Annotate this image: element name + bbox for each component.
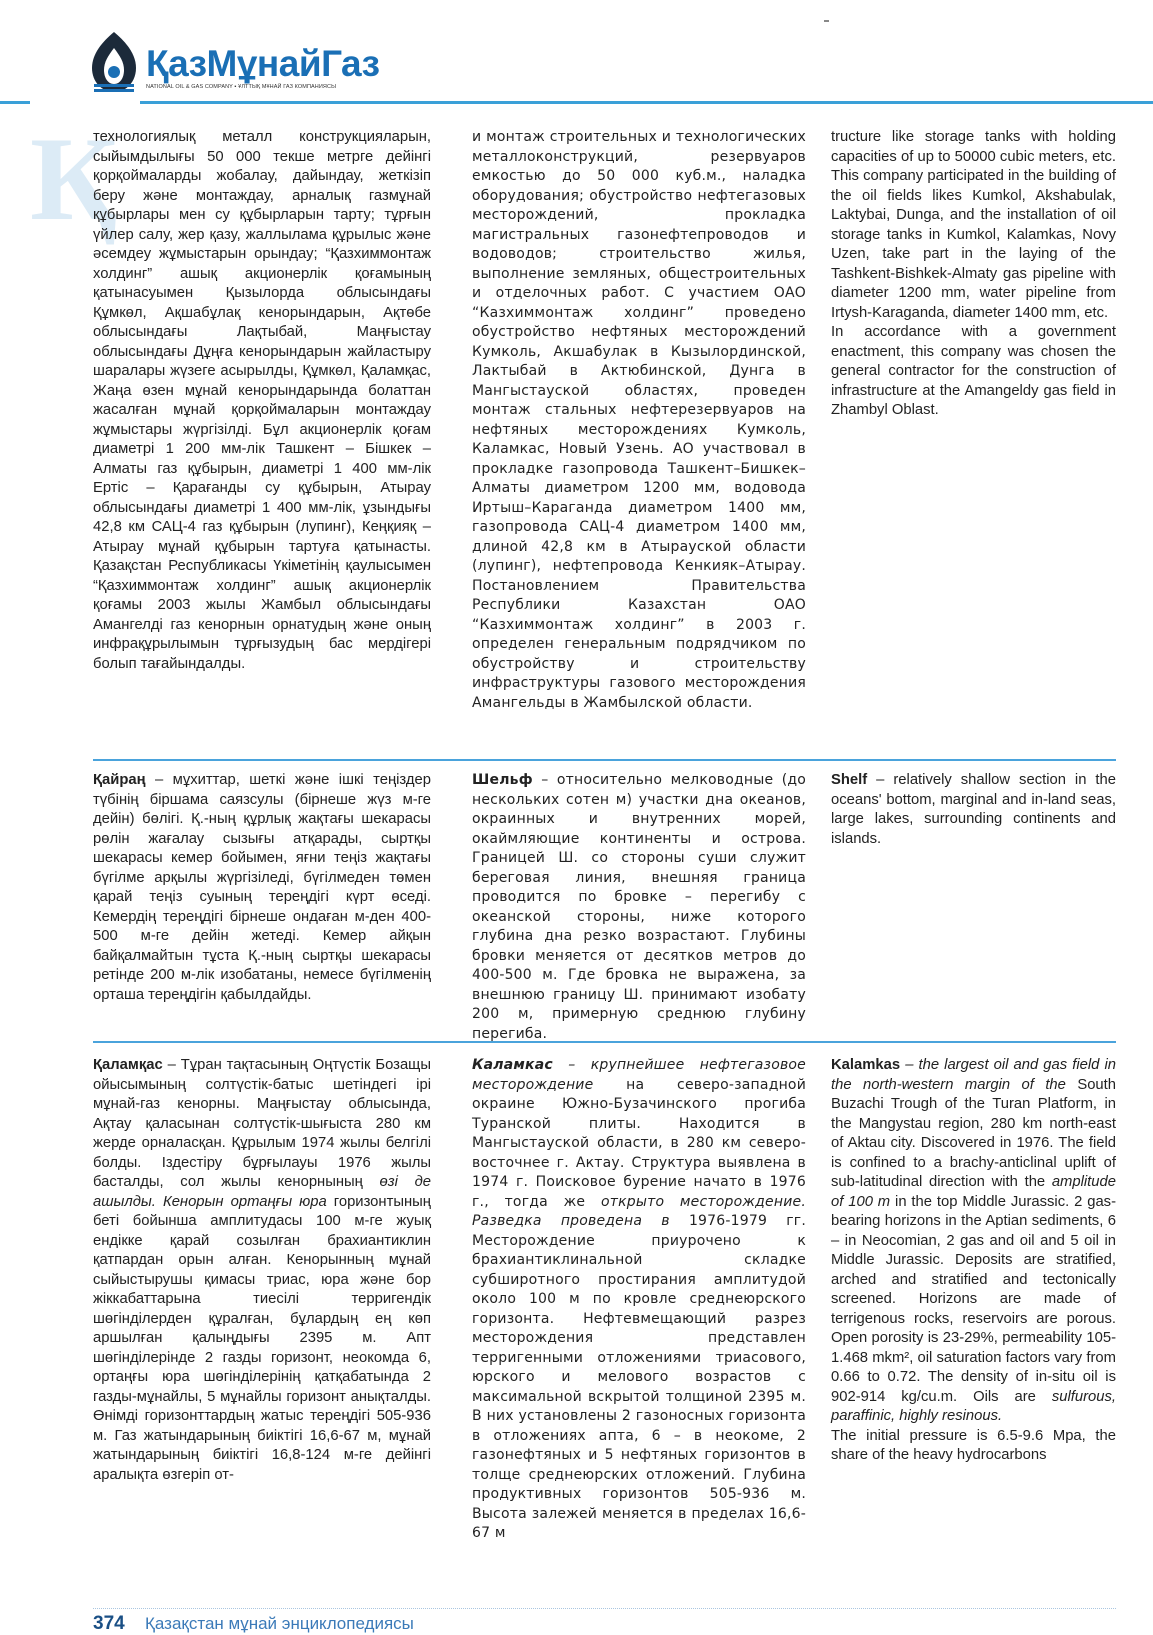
section2-kazakh-text <box>93 771 431 1005</box>
section3-russian-text <box>472 1056 806 1544</box>
section3-english-text <box>831 1056 1116 1466</box>
term-kalamkas-ru: Каламкас <box>472 1057 553 1073</box>
section2-kk-definition: – мұхиттар, шеткі және ішкі теңіздер түбінің біршама саязсулы (бірнеше жүз м-ге дейін) бөлігі. Қ.-ның құрлық жақтағы шекарасы рөлін жағалау сызығы атқарады, сыртқы шекарасы кемер бойымен, яғни теңіз жақтағы бүгілме арқылы жүргізіледі, бүгілмеден төмен қарай теңіз суының тереңдігі күрт өседі. Кемердің тереңдігі бірнеше ондаған м-ден 400-500 м-ге дейін жетеді. Кемер айқын байқалмайтын тұста Қ.-ның сыртқы шекарасы ретінде 200 м-лік изобатаны, немесе бүгілменің орташа тереңдігін қабылдайды. <box>93 772 431 1003</box>
scan-mark <box>824 20 829 22</box>
section3-ru-italic: – крупнейшее нефтегазовое месторождение <box>472 1057 806 1093</box>
section3-kazakh-text <box>93 1056 431 1485</box>
section3-ru-italic-2: открыто месторождение. Разведка проведена в <box>472 1193 806 1229</box>
section3-kk-part-b: горизонтының беті бойынша амплитудасы 100 м-ге жуық ендікке қарай созылған брахиантиклин қатпардан орын алған. Кенорынның мұнай сыйыстырушы қимасы триас, юра және бор жіккабаттарына тиесілі терригендік шөгінділерден құралған, бұлардың ең көп аршылған қалыңдығы 2395 м. Апт шөгінділерінде 2 газды горизонт, неокомда 6, ортаңғы юра шөгінділерінің қатқабатында 2 газды-мұнайлы, 5 мұнайлы горизонт анықталды. Өнімді горизонттардың жатыс тереңдігі 505-936 м. Газ жатындарының биіктігі 16,6-67 м, мұнай жатындарының биіктігі 16,8-124 м-ге дейінгі аралықта өзгеріп от- <box>93 1193 431 1483</box>
page-number: 374 <box>93 1613 125 1634</box>
drop-cap: Қ <box>30 112 118 245</box>
section1-russian-text <box>472 128 806 713</box>
section1-en-paragraph: tructure like storage tanks with holding capacities of up to 50000 cubic meters, etc. This company participated in the building of the oil fields likes Kumkol, Akshabulak, Laktybai, Dunga, and the installation of oil storage tanks in Kumkol, Kalamkas, Novy Uzen, take part in the laying of the Tashkent-Bishkek-Almaty gas pipeline with diameter 1200 mm, water pipeline from Irtysh-Karaganda, diameter 1400 mm, etc. <box>831 129 1116 321</box>
section3-en-italic: – the largest oil and gas field in the north-western margin of the <box>831 1057 1116 1093</box>
section1-english-text <box>831 128 1116 421</box>
section3-ru-part-b: 1976-1979 гг. Месторождение приурочено к брахиантиклинальной складке субширотного простирания амплитудой около 100 м по кровле среднеюрского горизонта. Нефтевмещающий разрез месторождения представлен терригенными отложениями триасового, юрского и мелового возрастов с максимальной вскрытой толщиной 2395 м. В них установлены 2 газоносных горизонта в отложениях апта, 6 – в неокоме, 2 газонефтяных и 5 нефтяных горизонтов в толще среднеюрских отложений. Глубина продуктивных горизонтов 505-936 м. Высота залежей меняется в пределах 16,6-67 м <box>472 1213 806 1541</box>
section3-kk-italic: өзі де ашылды. Кенорын ортаңғы юра <box>93 1174 431 1210</box>
section2-russian-text <box>472 771 806 1044</box>
header-rule <box>140 101 1153 104</box>
section3-kk-part-a: – Тұран тақтасының Оңтүстік Бозащы ойысымының солтүстік-батыс шетіндегі ірі мұнай-газ кенорны. Маңғыстау облысында, Ақтау қаласынан солтүстік-шығыста 280 км жерде орналасқан. Құрылым 1974 жылы белгілі болды. Іздестіру бұрғылауы 1976 жылы басталды, сол жылы кенорнының <box>93 1057 431 1190</box>
section1-ru-paragraph: и монтаж строительных и технологических металлоконструкций, резервуаров емкостью до 50 000 куб.м., наладка оборудования; обустройство нефтегазовых месторождений, прокладка магистральных газонефтепроводов и водоводов; строительство жилья, выполнение земляных, общестроительных и отделочных работ. С участием ОАО “Казхиммонтаж холдинг” проведено обустройство нефтяных месторождений Кумколь, Акшабулак в Кызылординской, Лактыбай в Актюбинской, Дунга в Мангыстауской областях, проведен монтаж стальных нефтерезервуаров на нефтяных месторождениях Кумколь, Каламкас, Новый Узень. АО участвовал в прокладке газопровода Ташкент–Бишкек–Алматы диаметром 1200 мм, водовода Иртыш–Караганда диаметром 1400 мм, газопровода САЦ-4 диаметром 1400 мм, длиной 42,8 км в Атырауской области (лупинг), нефтепровода Кенкияк–Атырау. Постановлением Правительства Республики Казахстан ОАО “Казхиммонтаж холдинг” в 2003 г. определен генеральным подрядчиком по обустройству и строительству инфраструктуры газового месторождения Амангельды в Жамбылской области. <box>472 129 806 711</box>
section3-en-part-a: South Buzachi Trough of the Turan Platform, in the Mangystau region, 280 km north-east of Aktau city. Discovered in 1976. The field is confined to a brachy-anticlinal uplift of sub-latitudinal direction with the <box>831 1076 1117 1190</box>
section-divider <box>93 759 1116 761</box>
section2-english-text <box>831 771 1116 849</box>
section2-en-definition: – relatively shallow section in the oceans' bottom, marginal and in-land seas, large lakes, surrounding continents and islands. <box>831 772 1116 847</box>
kazmunaygas-logo-icon <box>80 28 148 96</box>
section3-ru-part-a: на северо-западной окраине Южно-Бузачинского прогиба Туранской плиты. Находится в Мангыстауской области, в 280 км северо-восточнее г. Актау. Структура выявлена в 1974 г. Поисковое бурение начато в 1976 г., тогда же <box>472 1076 806 1210</box>
footer-title: Қазақстан мұнай энциклопедиясы <box>145 1614 414 1633</box>
section3-en-part-b: in the top Middle Jurassic. 2 gas-bearing horizons in the Aptian sediments, 6 – in Neocomian, 2 gas and oil and 5 oil in Middle Jurassic. Deposits are stratified, arched and stratified and tectonically screened. Horizons are made of terrigenous rocks, reservoirs are porous. Open porosity is 23-29%, permeability 105-1.468 mkm², oil saturation factors vary from 0.66 to 0.72. The density of in-situ oil is 902-914 kg/cu.m. Oils are <box>831 1193 1116 1405</box>
section1-en-paragraph-2: In accordance with a government enactment, this company was chosen the general contractor for the construction of infrastructure at the Amangeldy gas field in Zhambyl Oblast. <box>831 324 1116 418</box>
section3-en-italic-3: sulfurous, paraffinic, highly resinous. <box>831 1388 1116 1424</box>
page-header <box>80 20 1153 120</box>
footer-rule <box>93 1608 1116 1610</box>
section1-kazakh-text <box>93 128 431 674</box>
section3-en-paragraph-2: The initial pressure is 6.5-9.6 Mpa, the share of the heavy hydrocarbons <box>831 1427 1116 1463</box>
logo-subtitle: NATIONAL OIL & GAS COMPANY ▪ ҰЛТТЫҚ МҰНАЙ ГАЗ КОМПАНИЯСЫ <box>146 84 337 90</box>
section1-kk-paragraph: технологиялық металл конструкцияларын, сыйымдылығы 50 000 текше метрге дейінгі қорқоймаларды жобалау, дайындау, жеткізіп беру және монтаждау, арналық газмұнай құбырлары мен су құбырларын тарту; тұрғын үйлер салу, жер қазу, жаллылама құрылыс және әсемдеу жұмыстарын орындау; “Қазхиммонтаж холдинг” ашық акционерлік қоғамының қатынасуымен Қызылорда облысындағы Құмкөл, Ақшабұлақ кенорындарын, Ақтөбе облысындағы Лақтыбай, Маңғыстау облысындағы Дұңға кенорындарын жайластыру шаралары жүзеге асырылды, Құмкөл, Қаламқас, Жаңа өзен мұнай кенорындарында болаттан жасалған мұнай қорқоймаларын монтаждау жұмыстары жүргізілді. Бұл акционерлік қоғам диаметрі 1 200 мм-лік Ташкент – Бішкек – Алматы газ құбырын, диаметрі 1 400 мм-лік Ертіс – Қарағанды су құбырын, Атырау облысындағы диаметрі 1 400 мм-лік, ұзындығы 42,8 км САЦ-4 газ құбырын (лупинг), Кеңқияқ – Атырау мұнай құбырын тартуға қатынасты. Қазақстан Республикасы Үкіметінің қаулысымен “Қазхиммонтаж холдинг” ашық акционерлік қоғамы 2003 жылы Жамбыл облысындағы Амангелді газ кенорнын орнатудың және оның инфрақұрылымын тұрғызудың бас мердігері болып тағайындалды. <box>93 129 431 672</box>
section3-en-italic-2: amplitude of 100 m <box>831 1174 1116 1210</box>
term-shelf-en: Shelf <box>831 772 868 788</box>
term-kayran: Қайраң <box>93 772 146 788</box>
term-shelf-ru: Шельф <box>472 772 533 788</box>
term-kalamkas-kk: Қаламқас <box>93 1057 163 1073</box>
section2-ru-definition: – относительно мелководные (до нескольких сотен м) участки дна океанов, окраинных и внутренних морей, окаймляющие континенты и острова. Границей Ш. со стороны суши служит береговая линия, внешняя граница проводится по бровке – перегибу с океанской стороны, ниже которого глубина дна резко возрастают. Глубины бровки меняется от десятков метров до 400-500 м. Где бровка не выражена, за внешнюю границу Ш. принимают изобату 200 м, примерную среднюю глубину перегиба. <box>472 772 806 1042</box>
logo-wordmark: ҚазМұнайГаз <box>146 43 380 84</box>
section-divider <box>93 1041 1116 1043</box>
header-rule-left <box>0 101 30 104</box>
term-kalamkas-en: Kalamkas <box>831 1057 901 1073</box>
